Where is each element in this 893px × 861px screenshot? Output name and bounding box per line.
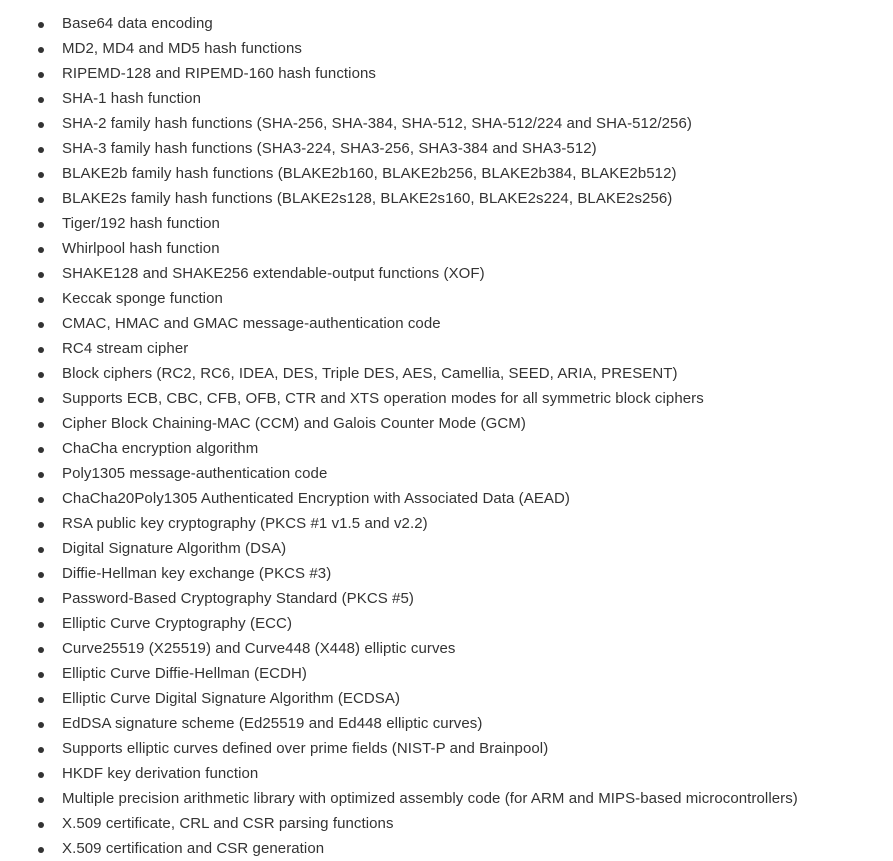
bullet-dot-icon [38,722,44,728]
bullet-dot-icon [38,447,44,453]
bullet-dot-icon [38,172,44,178]
bullet-dot-icon [38,347,44,353]
list-item-label: Password-Based Cryptography Standard (PKCS #5) [62,590,414,607]
list-item-label: Elliptic Curve Digital Signature Algorithm (ECDSA) [62,690,401,707]
list-item [0,761,893,786]
bullet-dot-icon [38,372,44,378]
list-item-label: Base64 data encoding [62,15,213,32]
bullet-dot-icon [38,697,44,703]
list-item [0,136,893,161]
list-item [0,61,893,86]
list-item [0,236,893,261]
list-item [0,611,893,636]
list-item-label: HKDF key derivation function [62,765,259,782]
list-item [0,561,893,586]
list-item-label: Diffie-Hellman key exchange (PKCS #3) [62,565,332,582]
bullet-dot-icon [38,522,44,528]
bullet-dot-icon [38,597,44,603]
bullet-dot-icon [38,197,44,203]
bullet-dot-icon [38,397,44,403]
list-item-label: ChaCha20Poly1305 Authenticated Encryption with Associated Data (AEAD) [62,490,570,507]
list-item [0,11,893,36]
list-item-label: RSA public key cryptography (PKCS #1 v1.5 and v2.2) [62,515,428,532]
bullet-dot-icon [38,47,44,53]
bullet-dot-icon [38,422,44,428]
list-item [0,586,893,611]
list-item-label: Curve25519 (X25519) and Curve448 (X448) elliptic curves [62,640,456,657]
list-item-label: Supports elliptic curves defined over prime fields (NIST-P and Brainpool) [62,740,549,757]
bullet-dot-icon [38,22,44,28]
list-item-label: BLAKE2b family hash functions (BLAKE2b160, BLAKE2b256, BLAKE2b384, BLAKE2b512) [62,165,677,182]
list-item [0,836,893,861]
bullet-dot-icon [38,747,44,753]
list-item [0,486,893,511]
bullet-dot-icon [38,222,44,228]
bullet-dot-icon [38,322,44,328]
list-item-label: Digital Signature Algorithm (DSA) [62,540,287,557]
list-item [0,511,893,536]
bullet-dot-icon [38,72,44,78]
bullet-dot-icon [38,822,44,828]
list-item-label: Cipher Block Chaining-MAC (CCM) and Galois Counter Mode (GCM) [62,415,526,432]
list-item-label: Block ciphers (RC2, RC6, IDEA, DES, Triple DES, AES, Camellia, SEED, ARIA, PRESENT) [62,365,678,382]
bullet-dot-icon [38,472,44,478]
bullet-dot-icon [38,547,44,553]
list-item-label: Elliptic Curve Cryptography (ECC) [62,615,293,632]
list-item [0,711,893,736]
list-item-label: SHA-2 family hash functions (SHA-256, SHA-384, SHA-512, SHA-512/224 and SHA-512/256) [62,115,692,132]
list-item-label: X.509 certification and CSR generation [62,840,325,857]
bullet-dot-icon [38,847,44,853]
list-item [0,461,893,486]
list-item-label: MD2, MD4 and MD5 hash functions [62,40,302,57]
bullet-dot-icon [38,297,44,303]
list-item-label: Keccak sponge function [62,290,223,307]
list-item-label: Supports ECB, CBC, CFB, OFB, CTR and XTS operation modes for all symmetric block ciphers [62,390,704,407]
list-item [0,36,893,61]
list-item [0,636,893,661]
list-item [0,436,893,461]
list-item-label: Elliptic Curve Diffie-Hellman (ECDH) [62,665,307,682]
list-item [0,361,893,386]
list-item-label: BLAKE2s family hash functions (BLAKE2s128, BLAKE2s160, BLAKE2s224, BLAKE2s256) [62,190,673,207]
list-item [0,386,893,411]
bullet-dot-icon [38,122,44,128]
bullet-dot-icon [38,97,44,103]
list-item [0,161,893,186]
list-item [0,786,893,811]
list-item [0,536,893,561]
list-item [0,736,893,761]
list-item [0,261,893,286]
list-item-label: Whirlpool hash function [62,240,220,257]
bullet-dot-icon [38,497,44,503]
list-item [0,111,893,136]
list-item [0,811,893,836]
list-item-label: EdDSA signature scheme (Ed25519 and Ed448 elliptic curves) [62,715,483,732]
list-item-label: Multiple precision arithmetic library with optimized assembly code (for ARM and MIPS-based microcontrollers) [62,790,798,807]
list-item-label: RC4 stream cipher [62,340,189,357]
bullet-dot-icon [38,622,44,628]
list-item-label: RIPEMD-128 and RIPEMD-160 hash functions [62,65,376,82]
bullet-dot-icon [38,672,44,678]
bullet-dot-icon [38,797,44,803]
list-item-label: ChaCha encryption algorithm [62,440,259,457]
list-item-label: CMAC, HMAC and GMAC message-authentication code [62,315,441,332]
list-item-label: SHA-3 family hash functions (SHA3-224, SHA3-256, SHA3-384 and SHA3-512) [62,140,597,157]
bullet-dot-icon [38,147,44,153]
list-item-label: SHAKE128 and SHAKE256 extendable-output functions (XOF) [62,265,485,282]
list-item [0,686,893,711]
list-item [0,211,893,236]
bullet-dot-icon [38,772,44,778]
list-item-label: Tiger/192 hash function [62,215,220,232]
bullet-dot-icon [38,647,44,653]
list-item-label: SHA-1 hash function [62,90,202,107]
list-item [0,336,893,361]
list-item [0,311,893,336]
list-item [0,286,893,311]
bullet-dot-icon [38,247,44,253]
list-item [0,661,893,686]
bullet-dot-icon [38,272,44,278]
list-item [0,186,893,211]
list-item [0,86,893,111]
list-item-label: Poly1305 message-authentication code [62,465,328,482]
bullet-dot-icon [38,572,44,578]
list-item [0,411,893,436]
list-item-label: X.509 certificate, CRL and CSR parsing functions [62,815,394,832]
